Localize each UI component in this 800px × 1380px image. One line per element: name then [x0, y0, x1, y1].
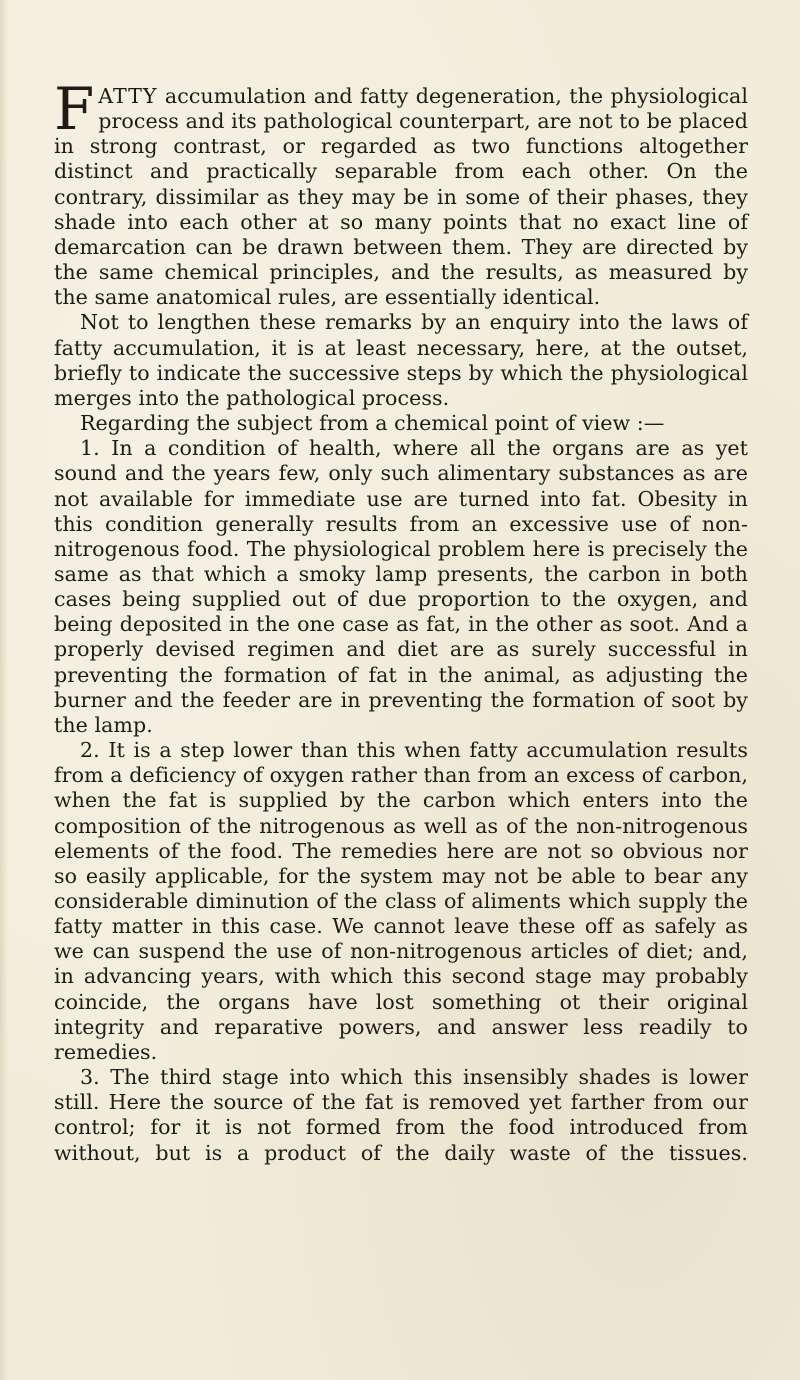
paragraph-6: 3. The third stage into which this insensibly shades is lower still. Here the source of the fat is removed yet farther from our control; for it is not formed from the food introduced from without, but is a product of the daily waste of the tissues. [54, 1065, 748, 1165]
paragraph-3: Regarding the subject from a chemical point of view :— [80, 411, 665, 436]
paragraph-4: 1. In a condition of health, where all the organs are as yet sound and the years few, only such alimentary substances as are not available for immediate use are turned into fat. Obesity in this condition generally results from an excessive use of non-nitrogenous food. The physiological problem here is precisely the same as that which a smoky lamp presents, the carbon in both cases being supplied out of due proportion to the oxygen, and being deposited in the one case as fat, in the other as soot. And a properly devised regimen and diet are as surely successful in preventing the formation of fat in the animal, as adjusting the burner and the feeder are in preventing the formation of soot by the lamp. [54, 436, 748, 737]
paragraph-1-text: accumulation and fatty degeneration, the physiological process and its pathological counterpart, are not to be placed in strong contrast, or regarded as two functions altogether distinct and practically separable from each other. On the contrary, dissimilar as they may be in some of their phases, they shade into each other at so many points that no exact line of demarcation can be drawn between them. They are directed by the same chemical principles, and the results, as measured by the same anatomical rules, are essentially identical. [54, 84, 748, 310]
paragraph-1 [54, 75, 748, 310]
paragraph-2: Not to lengthen these remarks by an enquiry into the laws of fatty accumulation, it is at least necessary, here, at the outset, briefly to indicate the successive steps by which the physiological merges into the pathological process. [54, 310, 748, 410]
opening-word-rest: ATTY [98, 84, 158, 108]
drop-cap-letter: F [54, 75, 95, 143]
paragraph-5: 2. It is a step lower than this when fatty accumulation results from a deficiency of oxygen rather than from an excess of carbon, when the fat is supplied by the carbon which enters into the composition of the nitrogenous as well as of the non-nitrogenous elements of the food. The remedies here are not so obvious nor so easily applicable, for the system may not be able to bear any considerable diminution of the class of aliments which supply the fatty matter in this case. We cannot leave these off as safely as we can suspend the use of non-nitrogenous articles of diet; and, in advancing years, with which this second stage may probably coincide, the organs have lost something ot their original integrity and reparative powers, and answer less readily to remedies. [54, 738, 748, 1064]
body-text [54, 75, 748, 1166]
